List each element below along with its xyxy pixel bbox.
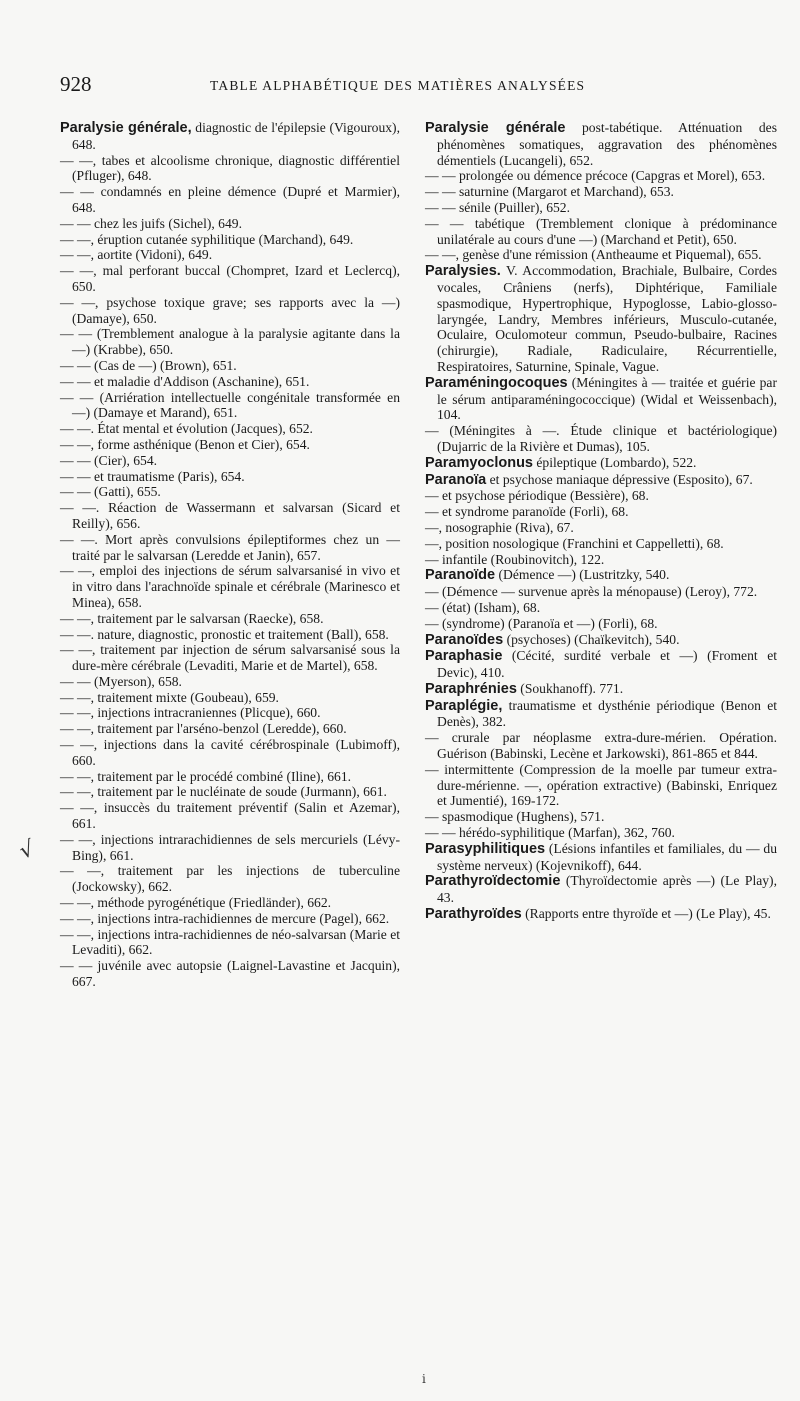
entry-text: — —, injections intra-rachidiennes de néo-salvarsan (Marie et Levaditi), 662. — [60, 926, 400, 958]
entry-text: — —, traitement mixte (Goubeau), 659. — [60, 689, 279, 705]
right-column — [425, 120, 777, 923]
entry-text: et psychose maniaque dépressive (Esposito), 67. — [486, 471, 753, 487]
entry-text: — — hérédo-syphilitique (Marfan), 362, 760. — [425, 825, 675, 841]
index-entry — [425, 520, 777, 536]
index-entry — [60, 642, 400, 674]
entry-text: — — prolongée ou démence précoce (Capgras et Morel), 653. — [425, 168, 766, 184]
index-entry — [425, 184, 777, 200]
index-entry — [60, 295, 400, 327]
entry-text: — —, tabes et alcoolisme chronique, diagnostic différentiel (Pfluger), 648. — [60, 152, 400, 184]
entry-text: (Soukhanoff). 771. — [516, 680, 624, 696]
index-entry — [60, 958, 400, 990]
entry-text: — — et traumatisme (Paris), 654. — [60, 468, 245, 484]
index-entry — [425, 168, 777, 184]
index-entry — [60, 326, 400, 358]
entry-text: (Rapports entre thyroïde et —) (Le Play), 45. — [521, 906, 771, 922]
index-entry — [60, 627, 400, 643]
entry-text: — spasmodique (Hughens), 571. — [425, 809, 605, 825]
index-entry — [425, 455, 777, 472]
entry-keyword: Paranoïdes — [425, 631, 504, 648]
entry-text: — —, traitement par le procédé combiné (Iline), 661. — [60, 768, 352, 784]
index-entry — [60, 153, 400, 185]
entry-text: — (Démence — survenue après la ménopause) (Leroy), 772. — [425, 584, 758, 600]
bottom-mark: i — [422, 1372, 426, 1386]
index-entry — [425, 423, 777, 455]
entry-text: (Méningites à — traitée et guérie par le sérum antiparaméningococcique) (Widal et Weissenbach), 104. — [437, 374, 777, 423]
index-entry — [425, 120, 777, 168]
entry-text: —, nosographie (Riva), 67. — [425, 519, 574, 535]
index-entry — [60, 469, 400, 485]
entry-text: — crurale par néoplasme extra-dure-mérien. Opération. Guérison (Babinski, Lecène et Jarkowski), 861-865 et 844. — [425, 730, 777, 762]
entry-text: — —, genèse d'une rémission (Antheaume et Piquemal), 655. — [425, 247, 762, 263]
entry-text: V. Accommodation, Brachiale, Bulbaire, Cordes vocales, Crâniens (nerfs), Diphtérique, Familiale spasmodique, Hypertrophique, Hypoglosse, Labio-glosso-laryngée, Landry, Membres inférieurs, Musculo-cutanée, Oculaire, Oculomoteur commun, Pseudo-bulbaire, Racines (chirurgie), Radiale, Radiculaire, Récurrentielle, Respiratoires, Saturnine, Spinale, Vague. — [437, 263, 777, 374]
entry-text: — —, emploi des injections de sérum salvarsanisé in vivo et in vitro dans l'arachnoïde spinale et cérébrale (Marinesco et Minea), 658. — [60, 563, 400, 610]
entry-text: — — sénile (Puiller), 652. — [425, 199, 570, 215]
entry-text: — —. Mort après convulsions épileptiformes chez un — traité par le salvarsan (Leredde et Janin), 657. — [60, 531, 400, 563]
entry-keyword: Paraphasie — [425, 648, 503, 665]
index-entry — [60, 120, 400, 153]
entry-text: — —, traitement par l'arséno-benzol (Leredde), 660. — [60, 721, 347, 737]
index-entry — [425, 841, 777, 874]
entry-text: traumatisme et dysthénie périodique (Benon et Denès), 382. — [437, 697, 777, 730]
entry-text: — —, insuccès du traitement préventif (Salin et Azemar), 661. — [60, 800, 400, 832]
index-entry — [425, 825, 777, 841]
entry-text: — —. État mental et évolution (Jacques), 652. — [60, 421, 313, 437]
index-entry — [425, 616, 777, 632]
page-header — [60, 72, 728, 102]
entry-text: — et psychose périodique (Bessière), 68. — [425, 488, 649, 504]
index-entry — [425, 216, 777, 248]
entry-keyword: Paraplégie, — [425, 697, 503, 714]
index-entry — [425, 681, 777, 698]
index-entry — [60, 769, 400, 785]
index-entry — [425, 472, 777, 489]
index-entry — [60, 690, 400, 706]
entry-text: — (état) (Isham), 68. — [425, 599, 541, 615]
entry-text: — —, traitement par le salvarsan (Raecke), 658. — [60, 610, 324, 626]
running-title: TABLE ALPHABÉTIQUE DES MATIÈRES ANALYSÉES — [210, 78, 586, 93]
index-entry — [425, 584, 777, 600]
entry-text: — —, éruption cutanée syphilitique (Marchand), 649. — [60, 231, 354, 247]
entry-text: — infantile (Roubinovitch), 122. — [425, 551, 605, 567]
entry-text: — —. Réaction de Wassermann et salvarsan (Sicard et Reilly), 656. — [60, 500, 400, 531]
index-entry — [425, 200, 777, 216]
entry-text: — —, mal perforant buccal (Chompret, Izard et Leclercq), 650. — [60, 263, 400, 294]
entry-text: — — saturnine (Margarot et Marchand), 653. — [425, 184, 674, 200]
index-entry — [425, 552, 777, 568]
entry-text: — — tabétique (Tremblement clonique à prédominance unilatérale au cours d'une —) (Marchand et Petit), 650. — [425, 215, 777, 247]
entry-text: — — (Cas de —) (Brown), 651. — [60, 357, 237, 373]
entry-keyword: Paralysie générale — [425, 120, 566, 136]
entry-text: — — et maladie d'Addison (Aschanine), 651. — [60, 373, 310, 389]
left-column — [60, 120, 400, 990]
index-entry — [60, 705, 400, 721]
entry-keyword: Paranoïa — [425, 471, 487, 488]
index-entry — [425, 247, 777, 263]
entry-text: — —, aortite (Vidoni), 649. — [60, 247, 213, 263]
entry-keyword: Paralysies. — [425, 263, 501, 280]
index-entry — [60, 263, 400, 295]
entry-text: — —, injections intra-rachidiennes de mercure (Pagel), 662. — [60, 910, 390, 926]
index-entry — [60, 421, 400, 437]
index-entry — [425, 567, 777, 584]
index-entry — [60, 374, 400, 390]
index-entry — [425, 375, 777, 423]
index-entry — [425, 906, 777, 923]
index-entry — [60, 232, 400, 248]
index-entry — [60, 927, 400, 959]
entry-text: — — juvénile avec autopsie (Laignel-Lavastine et Jacquin), 667. — [60, 958, 400, 990]
entry-text: — (syndrome) (Paranoïa et —) (Forli), 68. — [425, 615, 658, 631]
entry-text: (Cécité, surdité verbale et —) (Froment et Devic), 410. — [437, 648, 777, 681]
index-entry — [60, 390, 400, 422]
entry-keyword: Paralysie générale, — [60, 120, 192, 136]
index-entry — [425, 698, 777, 731]
entry-text: diagnostic de l'épilepsie (Vigouroux), 648. — [72, 120, 400, 152]
index-entry — [425, 263, 777, 375]
index-entry — [60, 216, 400, 232]
entry-text: — — (Myerson), 658. — [60, 673, 182, 689]
index-entry — [425, 536, 777, 552]
index-entry — [60, 611, 400, 627]
entry-text: —, position nosologique (Franchini et Cappelletti), 68. — [425, 535, 724, 551]
index-entry — [60, 437, 400, 453]
index-entry — [60, 358, 400, 374]
index-entry — [425, 504, 777, 520]
index-entry — [60, 832, 400, 864]
entry-text: — —, traitement par les injections de tuberculine (Jockowsky), 662. — [60, 863, 400, 895]
entry-text: — et syndrome paranoïde (Forli), 68. — [425, 504, 629, 520]
entry-text: — —, injections intracraniennes (Plicque), 660. — [60, 705, 321, 721]
entry-text: — —, traitement par le nucléinate de soude (Jurmann), 661. — [60, 784, 387, 800]
index-entry — [60, 453, 400, 469]
entry-text: (Démence —) (Lustritzky, 540. — [495, 567, 670, 583]
index-entry — [425, 600, 777, 616]
entry-keyword: Paraméningocoques — [425, 374, 568, 391]
margin-mark: √ — [16, 836, 38, 865]
index-entry — [60, 484, 400, 500]
index-entry — [425, 488, 777, 504]
index-entry — [60, 674, 400, 690]
page-number: 928 — [60, 72, 92, 96]
entry-keyword: Paranoïde — [425, 567, 496, 584]
index-entry — [60, 911, 400, 927]
entry-text: — —. nature, diagnostic, pronostic et traitement (Ball), 658. — [60, 626, 389, 642]
index-entry — [60, 563, 400, 610]
index-entry — [60, 784, 400, 800]
index-entry — [60, 184, 400, 216]
entry-text: — —, forme asthénique (Benon et Cier), 654. — [60, 436, 310, 452]
entry-keyword: Parathyroïdectomie — [425, 873, 561, 890]
entry-text: — — chez les juifs (Sichel), 649. — [60, 215, 242, 231]
index-entry — [425, 873, 777, 906]
index-entry — [60, 500, 400, 532]
index-entry — [425, 762, 777, 809]
entry-text: (Lésions infantiles et familiales, du — du système nerveux) (Kojevnikoff), 644. — [437, 840, 777, 873]
entry-text: épileptique (Lombardo), 522. — [533, 454, 697, 470]
index-entry — [425, 730, 777, 762]
entry-keyword: Parasyphilitiques — [425, 840, 546, 857]
entry-keyword: Paramyoclonus — [425, 454, 533, 471]
index-entry — [60, 895, 400, 911]
entry-text: — — (Gatti), 655. — [60, 484, 161, 500]
entry-text: — —, traitement par injection de sérum salvarsanisé sous la dure-mère cérébrale (Levaditi, Marie et de Martel), 658. — [60, 642, 400, 674]
index-entry — [60, 532, 400, 564]
entry-keyword: Parathyroïdes — [425, 906, 522, 923]
entry-text: post-tabétique. Atténuation des phénomènes somatiques, aggravation des phénomènes démentiels (Lucangeli), 652. — [437, 120, 777, 168]
entry-text: — —, injections intrarachidiennes de sels mercuriels (Lévy-Bing), 661. — [60, 831, 400, 863]
entry-text: — intermittente (Compression de la moelle par tumeur extra-dure-mérienne. —, opération extractive) (Babinski, Enriquez et Jumentié), 169-172. — [425, 761, 777, 809]
entry-text: — — (Arriération intellectuelle congénitale transformée en —) (Damaye et Marand), 651. — [60, 389, 400, 421]
index-entry — [60, 737, 400, 769]
index-entry — [60, 721, 400, 737]
entry-text: — —, psychose toxique grave; ses rapports avec la —) (Damaye), 650. — [60, 294, 400, 326]
entry-text: — — condamnés en pleine démence (Dupré et Marmier), 648. — [60, 184, 400, 215]
entry-text: (psychoses) (Chaïkevitch), 540. — [503, 631, 680, 647]
index-entry — [425, 632, 777, 649]
entry-text: — — (Tremblement analogue à la paralysie agitante dans la —) (Krabbe), 650. — [60, 326, 400, 358]
entry-text: (Thyroïdectomie après —) (Le Play), 43. — [437, 873, 777, 906]
index-entry — [425, 809, 777, 825]
entry-text: — —, injections dans la cavité cérébrospinale (Lubimoff), 660. — [60, 737, 400, 768]
index-entry — [60, 247, 400, 263]
index-entry — [425, 648, 777, 681]
entry-keyword: Paraphrénies — [425, 680, 517, 697]
index-entry — [60, 800, 400, 832]
entry-text: — (Méningites à —. Étude clinique et bactériologique) (Dujarric de la Rivière et Dumas), 105. — [425, 423, 777, 454]
entry-text: — — (Cier), 654. — [60, 452, 158, 468]
entry-text: — —, méthode pyrogénétique (Friedländer), 662. — [60, 895, 332, 911]
index-entry — [60, 863, 400, 895]
